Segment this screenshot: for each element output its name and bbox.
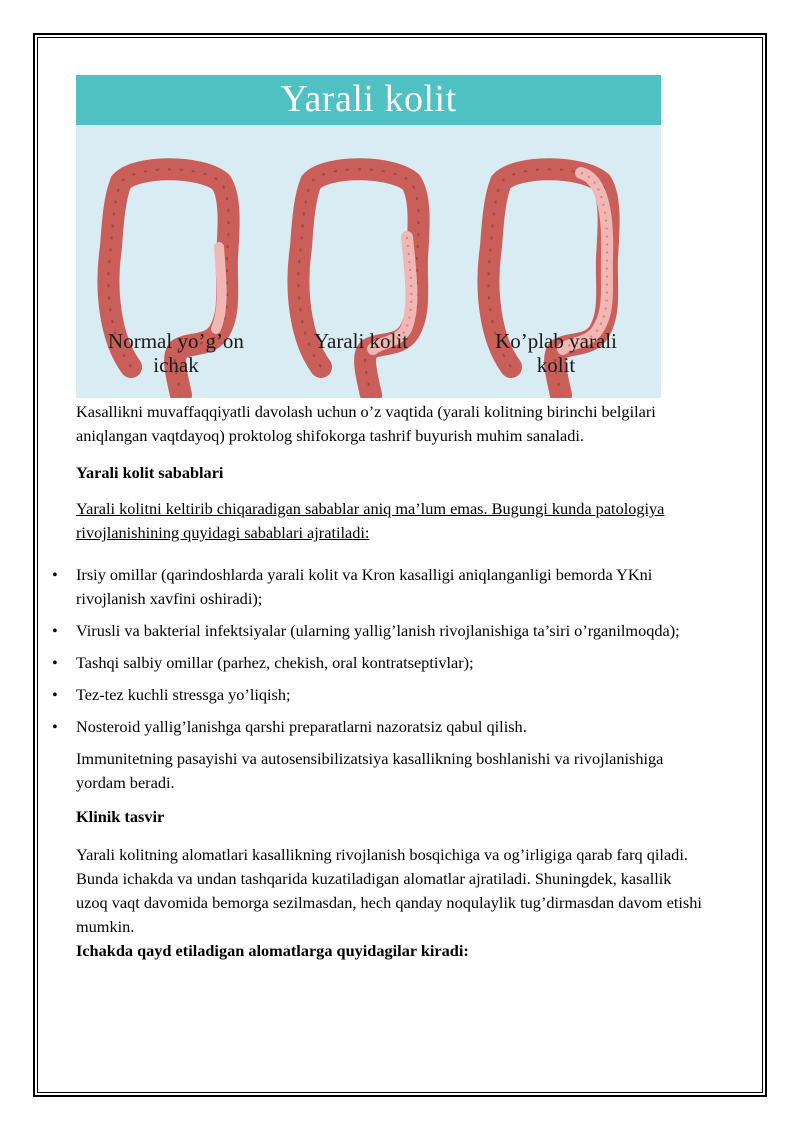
document-body bbox=[52, 400, 706, 963]
list-item: • Tez-tez kuchli stressga yo’liqish; bbox=[76, 683, 706, 707]
immunity-paragraph: Immunitetning pasayishi va autosensibilizatsiya kasallikning boshlanishi va rivojlanishiga yordam beradi. bbox=[76, 749, 664, 792]
colon-inner-wall bbox=[216, 247, 222, 329]
list-item: • Irsiy omillar (qarindoshlarda yarali kolit va Kron kasalligi aniqlanganligi bemorda YKni rivojlanish xavfini oshiradi); bbox=[52, 565, 653, 608]
clinical-heading: Klinik tasvir bbox=[76, 807, 165, 826]
list-item: • Nosteroid yallig’lanishga qarshi preparatlarni nazoratsiz qabul qilish. bbox=[76, 715, 706, 739]
label-normal-colon: Normal yo’g’on ichak bbox=[108, 329, 244, 377]
list-item: • Tashqi salbiy omillar (parhez, chekish, oral kontratseptivlar); bbox=[76, 651, 706, 675]
bullet-icon: • bbox=[52, 653, 58, 672]
intestinal-symptoms-heading: Ichakda qayd etiladigan alomatlarga quyidagilar kiradi: bbox=[76, 941, 469, 960]
bullet-icon: • bbox=[52, 685, 58, 704]
causes-list bbox=[52, 563, 706, 739]
ulcerative-colitis-image bbox=[281, 137, 441, 398]
bullet-icon: • bbox=[52, 621, 58, 640]
bullet-icon: • bbox=[52, 717, 58, 736]
clinical-paragraph: Yarali kolitning alomatlari kasallikning rivojlanish bosqichiga va og’irligiga qarab farq qiladi. Bunda ichakda va undan tashqarida kuzatiladigan alomatlar ajratiladi. Shuningdek, kasallik uzoq vaqt davomida bemorga sezilmasdan, hech qanday noqulaylik tug’dirmasdan davom etishi mumkin. bbox=[76, 845, 702, 936]
label-ulcerative-colitis: Yarali kolit bbox=[313, 329, 409, 353]
label-extensive-colitis: Ko’plab yarali kolit bbox=[495, 329, 617, 377]
colitis-illustration bbox=[76, 75, 661, 398]
intro-paragraph: Kasallikni muvaffaqqiyatli davolash uchun o’z vaqtida (yarali kolitning birinchi belgilari aniqlangan vaqtdayoq) proktolog shifokorga tashrif buyurish muhim sanaladi. bbox=[76, 402, 656, 445]
bullet-icon: • bbox=[52, 565, 58, 584]
figure-title: Yarali kolit bbox=[280, 78, 457, 120]
colon-shape bbox=[298, 169, 418, 395]
causes-intro: Yarali kolitni keltirib chiqaradigan sabablar aniq ma’lum emas. Bugungi kunda patologiya rivojlanishining quyidagi sabablari ajratiladi: bbox=[76, 499, 665, 542]
causes-heading: Yarali kolit sabablari bbox=[76, 463, 224, 482]
list-item: • Virusli va bakterial infektsiyalar (ularning yallig’lanish rivojlanishiga ta’siri o’rganilmoqda); bbox=[76, 619, 706, 643]
